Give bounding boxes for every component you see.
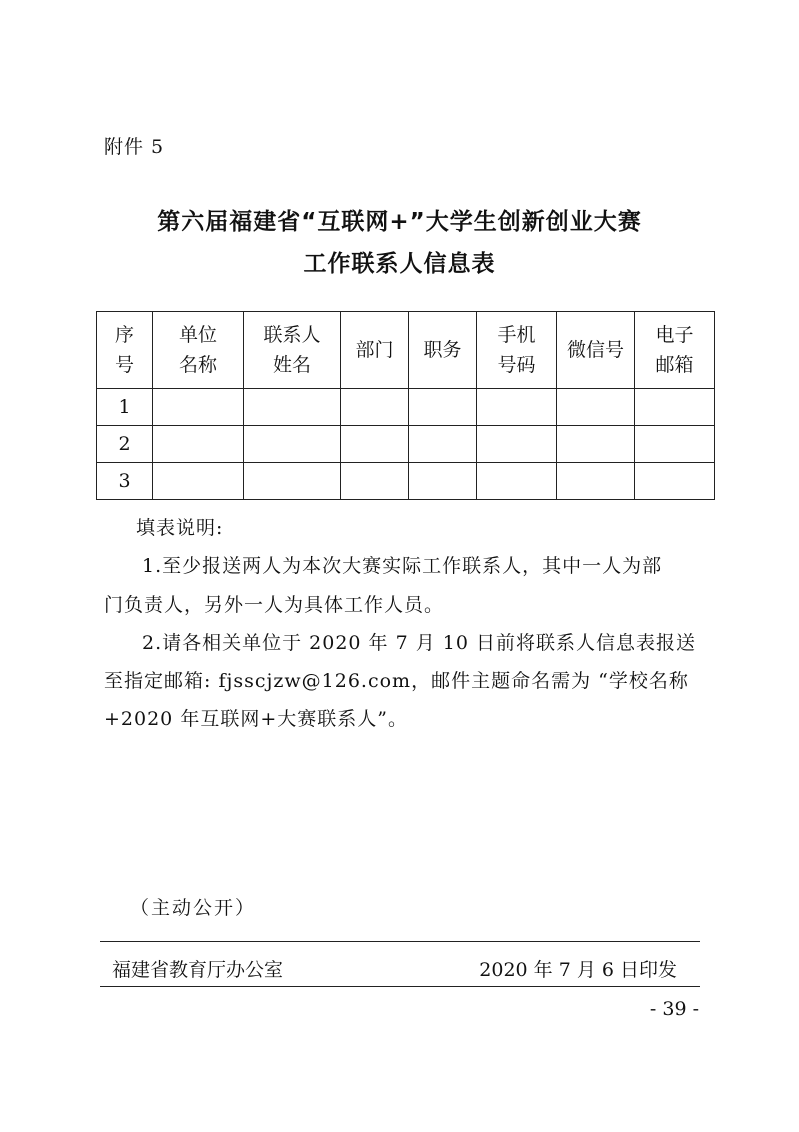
contact-info-table bbox=[96, 311, 715, 500]
note-item-1-line-1: 1.至少报送两人为本次大赛实际工作联系人，其中一人为部 bbox=[142, 555, 663, 577]
header-index bbox=[97, 312, 153, 389]
header-department bbox=[341, 312, 409, 389]
note-item-2-line-1: 2.请各相关单位于 2020 年 7 月 10 日前将联系人信息表报送 bbox=[142, 632, 696, 654]
table-cell bbox=[244, 389, 341, 426]
header-mobile bbox=[477, 312, 557, 389]
table-cell bbox=[477, 463, 557, 500]
table-cell bbox=[477, 389, 557, 426]
top-divider bbox=[100, 941, 700, 942]
header-text: 名称 bbox=[178, 354, 217, 376]
disclosure-label: （主动公开） bbox=[130, 897, 257, 919]
page-number: - 39 - bbox=[649, 998, 699, 1020]
table-cell bbox=[409, 463, 477, 500]
table-cell bbox=[635, 389, 715, 426]
notes-heading: 填表说明: bbox=[136, 517, 224, 539]
header-position bbox=[409, 312, 477, 389]
note-item-1-line-2: 门负责人，另外一人为具体工作人员。 bbox=[104, 594, 445, 616]
header-text: 单位 bbox=[178, 324, 217, 346]
table-cell bbox=[153, 463, 244, 500]
table-cell bbox=[557, 463, 635, 500]
header-text: 电子 bbox=[655, 324, 694, 346]
table-row bbox=[97, 426, 715, 463]
table-cell bbox=[341, 389, 409, 426]
table-cell bbox=[153, 426, 244, 463]
note-item-2-line-2: 至指定邮箱: fjsscjzw@126.com，邮件主题命名需为 “学校名称 bbox=[104, 670, 689, 692]
table-cell bbox=[341, 463, 409, 500]
header-text: 邮箱 bbox=[655, 354, 694, 376]
header-text: 微信号 bbox=[566, 339, 624, 361]
header-wechat bbox=[557, 312, 635, 389]
header-text: 序 bbox=[114, 324, 134, 346]
row-index: 3 bbox=[97, 463, 153, 500]
header-text: 姓名 bbox=[272, 354, 311, 376]
table-header-row bbox=[97, 312, 715, 389]
header-text: 号 bbox=[114, 354, 134, 376]
table-cell bbox=[635, 426, 715, 463]
bottom-divider bbox=[100, 986, 700, 987]
header-text: 联系人 bbox=[263, 324, 321, 346]
header-text: 部门 bbox=[355, 339, 394, 361]
title-line-1: 第六届福建省“互联网+”大学生创新创业大赛 bbox=[157, 209, 642, 235]
table-cell bbox=[477, 426, 557, 463]
row-index: 2 bbox=[97, 426, 153, 463]
row-index: 1 bbox=[97, 389, 153, 426]
header-text: 手机 bbox=[497, 324, 536, 346]
table-cell bbox=[409, 389, 477, 426]
header-text: 职务 bbox=[423, 339, 462, 361]
attachment-label: 附件 5 bbox=[104, 136, 165, 158]
table-cell bbox=[244, 463, 341, 500]
title-line-2: 工作联系人信息表 bbox=[303, 251, 496, 277]
table-cell bbox=[557, 389, 635, 426]
header-text: 号码 bbox=[497, 354, 536, 376]
table-row bbox=[97, 463, 715, 500]
table-cell bbox=[341, 426, 409, 463]
header-email bbox=[635, 312, 715, 389]
issuer: 福建省教育厅办公室 bbox=[112, 959, 284, 981]
table-row bbox=[97, 389, 715, 426]
table-cell bbox=[557, 426, 635, 463]
note-item-2-line-3: +2020 年互联网+大赛联系人”。 bbox=[104, 708, 408, 730]
issue-date: 2020 年 7 月 6 日印发 bbox=[479, 959, 677, 981]
table-cell bbox=[153, 389, 244, 426]
header-contact-name bbox=[244, 312, 341, 389]
header-unit-name bbox=[153, 312, 244, 389]
table-cell bbox=[635, 463, 715, 500]
table-cell bbox=[244, 426, 341, 463]
table-cell bbox=[409, 426, 477, 463]
